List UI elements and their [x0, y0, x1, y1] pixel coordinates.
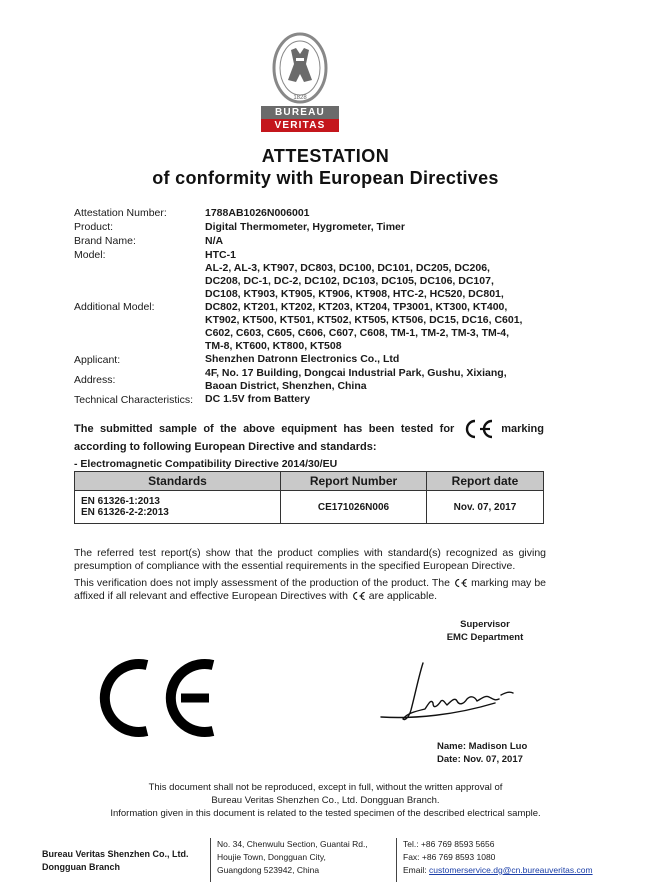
logo-word-veritas: VERITAS: [261, 119, 339, 132]
footer-address-line: No. 34, Chenwulu Section, Guantai Rd.,: [217, 839, 368, 849]
product-value: Digital Thermometer, Hygrometer, Timer: [205, 221, 405, 233]
signer-name: Name: Madison Luo: [437, 741, 528, 752]
signature-icon: [375, 655, 520, 730]
brand-value: N/A: [205, 235, 224, 247]
logo-word-bureau: BUREAU: [261, 106, 339, 119]
footer-fax: Fax: +86 769 8593 1080: [403, 852, 496, 862]
verification-text-a: This verification does not imply assessment of the production of the product. The: [74, 577, 450, 589]
disclaimer-line: Bureau Veritas Shenzhen Co., Ltd. Dongguan Branch.: [211, 795, 440, 806]
directive-line: - Electromagnetic Compatibility Directive 2014/30/EU: [74, 458, 338, 470]
footer-address: [210, 838, 368, 882]
disclaimer-line: Information given in this document is related to the tested specimen of the described electrical sample.: [110, 808, 541, 819]
supervisor-title: Supervisor: [460, 619, 510, 630]
additional-model-line: KT902, KT500, KT501, KT502, KT505, KT506, DC15, DC16, C601,: [205, 314, 523, 326]
ce-small-icon: [351, 591, 366, 601]
footer-email-row: [403, 864, 593, 877]
signer-date: Date: Nov. 07, 2017: [437, 754, 523, 765]
table-header-row: [75, 472, 544, 491]
supervisor-department: EMC Department: [446, 632, 524, 643]
compliance-paragraph: The referred test report(s) show that the product complies with standard(s) recognized as giving presumption of compliance with the essential requirements in the specified European Directive.: [74, 547, 546, 572]
standard-item: EN 61326-2-2:2013: [81, 507, 169, 518]
footer-address-line: Houjie Town, Dongguan City,: [217, 852, 326, 862]
supervisor-block: [430, 618, 540, 644]
footer-contact: [396, 838, 593, 882]
attestation-number-value: 1788AB1026N006001: [205, 207, 310, 219]
ce-mark-large-icon: [95, 655, 220, 741]
footer-email-label: Email:: [403, 865, 427, 875]
verification-text-c: are applicable.: [368, 589, 438, 602]
header-standards: Standards: [75, 472, 281, 491]
additional-model-line: DC802, KT201, KT202, KT203, KT204, TP3001, KT300, KT400,: [205, 301, 508, 313]
additional-model-line: TM-8, KT600, KT800, KT508: [205, 340, 342, 352]
address-line-1: 4F, No. 17 Building, Dongcai Industrial Park, Gushu, Xixiang,: [205, 367, 507, 379]
applicant-value: Shenzhen Datronn Electronics Co., Ltd: [205, 353, 400, 365]
header-report-number: Report Number: [281, 472, 427, 491]
applicant-label: Applicant:: [74, 354, 121, 366]
ce-mark-icon: [461, 418, 495, 440]
brand-label: Brand Name:: [74, 235, 136, 247]
technical-characteristics-value: DC 1.5V from Battery: [205, 393, 311, 405]
address-label: Address:: [74, 374, 116, 386]
additional-model-label: Additional Model:: [74, 301, 155, 313]
footer-company-branch: Dongguan Branch: [42, 862, 120, 872]
footer-email-link[interactable]: customerservice.dg@cn.bureauveritas.com: [429, 865, 593, 875]
additional-model-line: AL-2, AL-3, KT907, DC803, DC100, DC101, DC205, DC206,: [205, 262, 490, 274]
address-line-2: Baoan District, Shenzhen, China: [205, 380, 367, 392]
technical-characteristics-label: Technical Characteristics:: [74, 394, 194, 406]
verification-paragraph: [74, 577, 546, 602]
logo-year: 1828: [293, 95, 307, 101]
table-row: [75, 491, 544, 524]
footer-tel: Tel.: +86 769 8593 5656: [403, 839, 495, 849]
title-subtitle: of conformity with European Directives: [152, 168, 499, 188]
additional-model-line: DC208, DC-1, DC-2, DC102, DC103, DC105, DC106, DC107,: [205, 275, 494, 287]
title-attestation: ATTESTATION: [261, 146, 390, 166]
verification-text-b: marking may be affixed if all relevant and effective European Directives with: [74, 577, 546, 602]
tested-statement-part2: marking according to following European Directive and standards:: [74, 422, 544, 453]
model-label: Model:: [74, 249, 106, 261]
footer-company: [42, 848, 189, 874]
signer-block: [437, 740, 527, 766]
report-number-cell: CE171026N006: [281, 491, 427, 524]
additional-model-line: DC108, KT903, KT905, KT906, KT908, HTC-2, HC520, DC801,: [205, 288, 504, 300]
tested-statement: [74, 418, 544, 454]
disclaimer-line: This document shall not be reproduced, except in full, without the written approval of: [148, 782, 503, 793]
standards-table: [74, 471, 544, 524]
additional-model-list: [205, 262, 550, 353]
attestation-number-label: Attestation Number:: [74, 207, 167, 219]
header-report-date: Report date: [427, 472, 544, 491]
standard-item: EN 61326-1:2013: [81, 496, 160, 507]
address-value: [205, 367, 550, 393]
tested-statement-part1: The submitted sample of the above equipment has been tested for: [74, 422, 455, 435]
report-date-cell: Nov. 07, 2017: [427, 491, 544, 524]
disclaimer: [0, 781, 651, 820]
ce-small-icon: [453, 578, 468, 588]
standards-cell: [75, 491, 281, 524]
additional-model-line: C602, C603, C605, C606, C607, C608, TM-1, TM-2, TM-3, TM-4,: [205, 327, 510, 339]
model-value: HTC-1: [205, 249, 236, 261]
footer-address-line: Guangdong 523942, China: [217, 865, 320, 875]
footer-company-name: Bureau Veritas Shenzhen Co., Ltd.: [42, 849, 189, 859]
product-label: Product:: [74, 221, 114, 233]
